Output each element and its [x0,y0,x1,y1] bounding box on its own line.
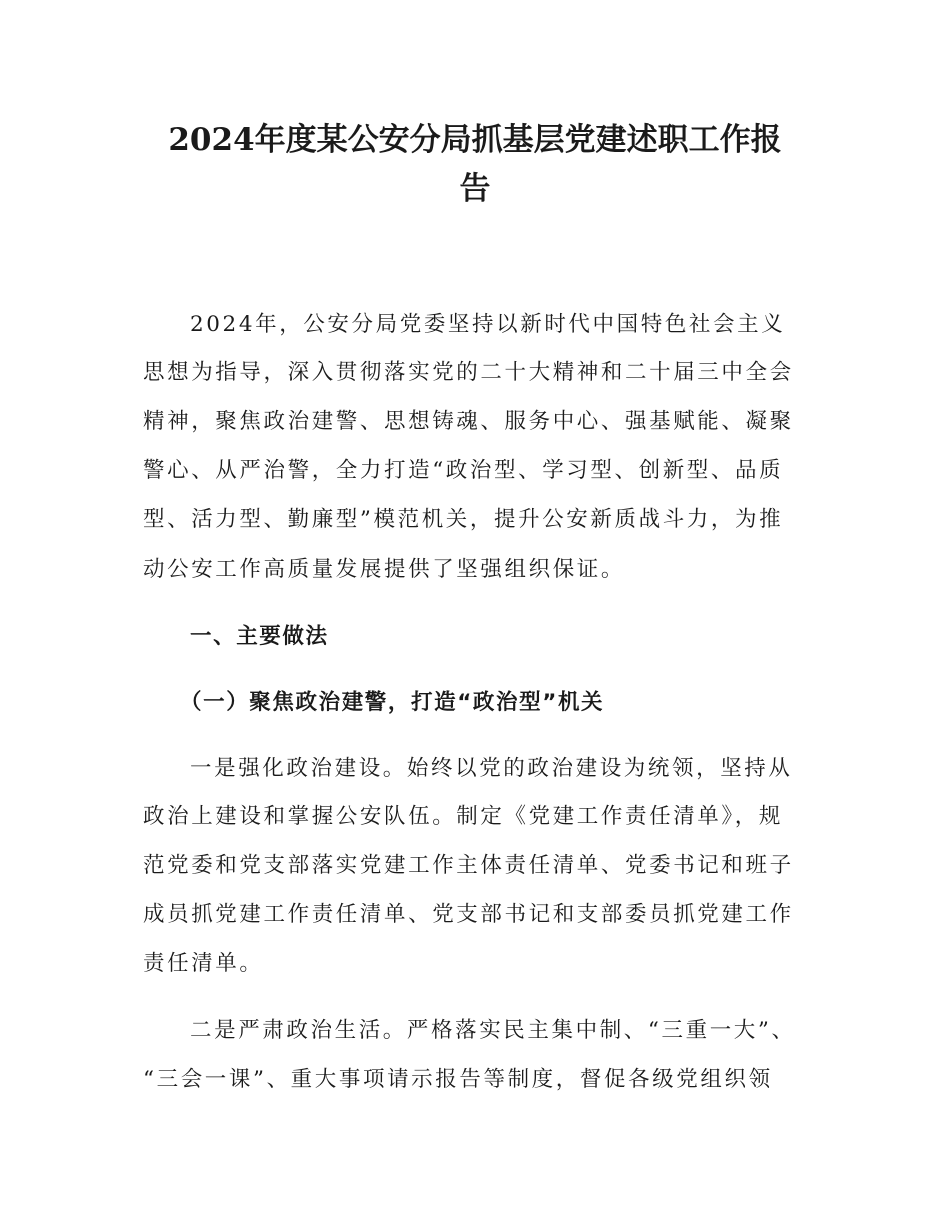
document-title-line-2: 告 [459,171,491,207]
paragraph-line: “三会一课”、重大事项请示报告等制度，督促各级党组织领 [143,1067,773,1092]
paragraph-line: 一是强化政治建设。始终以党的政治建设为统领，坚持从 [190,756,793,781]
section-heading: 一、主要做法 [190,624,329,649]
subsection-heading: （一）聚焦政治建警，打造“政治型”机关 [180,690,605,715]
paragraph-line: 责任清单。 [143,951,264,976]
paragraph-line: 政治上建设和掌握公安队伍。制定《党建工作责任清单》，规 [143,804,783,829]
intro-line: 型、活力型、勤廉型”模范机关，提升公安新质战斗力，为推 [143,507,784,532]
intro-line: 警心、从严治警，全力打造“政治型、学习型、创新型、品质 [143,458,784,483]
intro-line: 动公安工作高质量发展提供了坚强组织保证。 [143,557,626,582]
paragraph-line: 成员抓党建工作责任清单、党支部书记和支部委员抓党建工作 [143,902,794,927]
paragraph-line: 二是严肃政治生活。严格落实民主集中制、“三重一大”、 [190,1018,796,1043]
document-title-line-1: 2024年度某公安分局抓基层党建述职工作报 [168,122,782,158]
intro-line: 2024年，公安分局党委坚持以新时代中国特色社会主义 [190,312,786,337]
paragraph-line: 范党委和党支部落实党建工作主体责任清单、党委书记和班子 [143,853,794,878]
intro-line: 思想为指导，深入贯彻落实党的二十大精神和二十届三中全会 [143,360,794,385]
intro-line: 精神，聚焦政治建警、思想铸魂、服务中心、强基赋能、凝聚 [143,409,794,434]
